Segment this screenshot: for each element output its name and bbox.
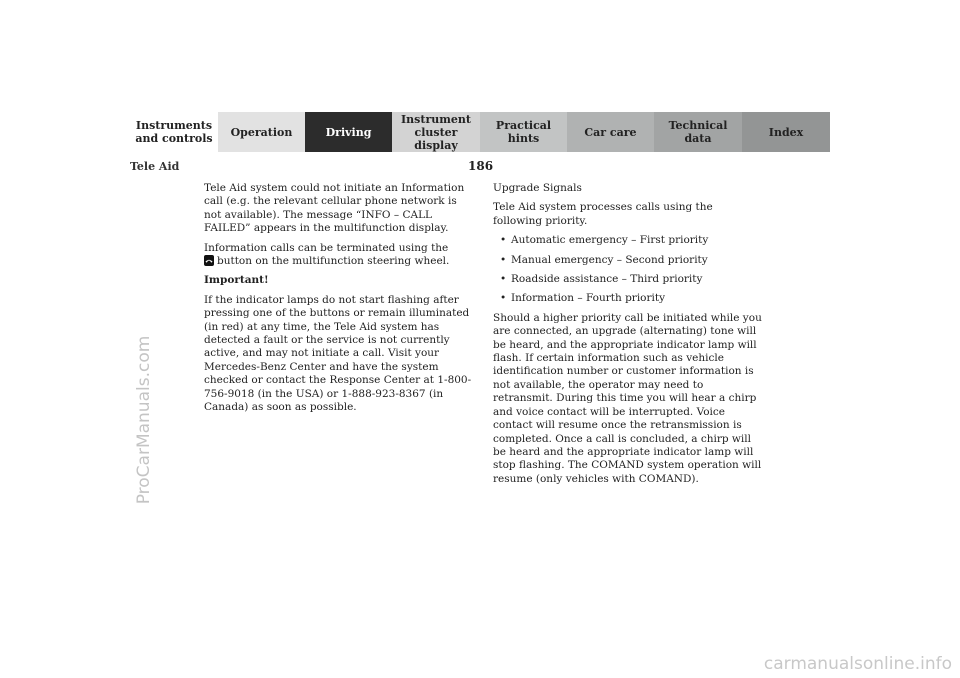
tab-index[interactable]: Index (742, 112, 830, 152)
tab-instrument-cluster-display[interactable]: Instrument cluster display (392, 112, 480, 152)
priority-intro: Tele Aid system processes calls using the following priority. (493, 201, 713, 227)
tab-driving[interactable]: Driving (305, 112, 392, 152)
tab-technical-data[interactable]: Technical data (654, 112, 742, 152)
tab-instruments-and-controls[interactable]: Instruments and controls (130, 112, 218, 152)
list-item: • Manual emergency – Second priority (493, 254, 763, 267)
failed-call-paragraph: Tele Aid system could not initiate an Information call (e.g. the relevant cellular phone network is not available). The message “INFO – CALL FAILED” appears in the multifunction display. (204, 182, 465, 235)
left-text-column (204, 182, 474, 421)
upgrade-signals-paragraph: Should a higher priority call be initiated while you are connected, an upgrade (alternating) tone will be heard, and the appropriate indicator lamp will flash. If certain information such as vehicle identification number or customer information is not available, the operator may need to retransmit. During this time you will hear a chirp and voice contact will be interrupted. Voice contact will resume once the retransmission is completed. Once a call is concluded, a chirp will be heard and the appropriate indicator lamp will stop flashing. The COMAND system operation will resume (only vehicles with COMAND). (493, 311, 762, 485)
tab-practical-hints[interactable]: Practical hints (480, 112, 567, 152)
side-watermark: ProCarManuals.com (134, 335, 154, 505)
list-item: • Information – Fourth priority (493, 292, 763, 305)
tab-car-care[interactable]: Car care (567, 112, 654, 152)
terminate-call-text-line1: Information calls can be terminated using the (204, 241, 449, 254)
running-section-title: Tele Aid (130, 160, 180, 173)
list-item: • Roadside assistance – Third priority (493, 273, 763, 286)
terminate-call-text-line2: button on the multifunction steering wheel. (217, 255, 450, 268)
bottom-watermark: carmanualsonline.info (763, 654, 952, 674)
priority-list (493, 234, 763, 306)
chapter-tab-bar (130, 112, 830, 152)
tab-operation[interactable]: Operation (218, 112, 305, 152)
important-paragraph: If the indicator lamps do not start flashing after pressing one of the buttons or remain illuminated (in red) at any time, the Tele Aid system has detected a fault or the service is not currently active, and may not initiate a call. Visit your Mercedes-Benz Center and have the system checked or contact the Response Center at 1-800-756-9018 (in the USA) or 1-888-923-8367 (in Canada) as soon as possible. (204, 293, 472, 414)
important-heading: Important! (204, 274, 269, 287)
phone-hang-up-icon (204, 255, 214, 266)
upgrade-signals-heading: Upgrade Signals (493, 182, 582, 194)
right-text-column (493, 182, 763, 492)
page-number: 186 (468, 159, 494, 173)
terminate-call-paragraph (204, 242, 474, 269)
list-item: • Automatic emergency – First priority (493, 234, 763, 247)
